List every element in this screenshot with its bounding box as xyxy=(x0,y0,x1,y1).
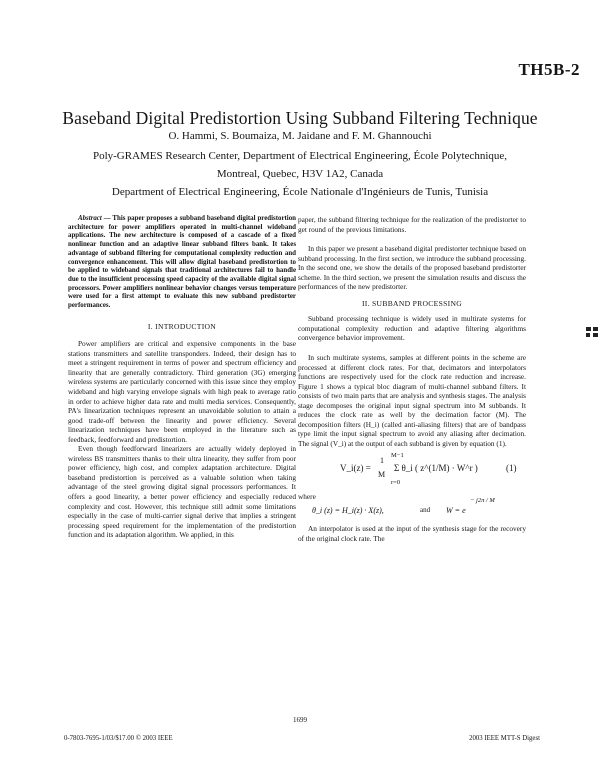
right-paragraph-1: In this paper we present a baseband digital predistorter technique based on subband processing. In the first section, we introduce the subband processing. In the second one, we show the details of the proposed baseband predistorter scheme. In the third section, we present the simulation results and discuss the performances of the new predistorter. xyxy=(298,244,526,292)
authors: O. Hammi, S. Boumaiza, M. Jaidane and F. M. Ghannouchi xyxy=(168,130,432,142)
where-theta: θ_i (z) = H_i(z) · X(z), xyxy=(312,506,384,516)
equation-1 xyxy=(298,448,526,492)
intro-paragraph-1: Power amplifiers are critical and expensive components in the base stations transmitters and satellite transponders. Indeed, their design has to meet a stringent requirement in terms of power and spectrum efficiency and linearity that are generally contradictory. Third generation (3G) emerging wireless systems are particularly concerned with this issue since they employ wideband and high varying envelope signals with high peak to average ratio in order to achieve higher data rate and multi media services. Consequently, PA's linearization techniques represent an unavoidable solution to attain a good trade-off between the linearity and power efficiency. Several linearization techniques have been employed in the literature such as feedback, feedforward and predistortion. xyxy=(68,339,296,444)
session-code: TH5B-2 xyxy=(518,60,580,79)
paper-title: Baseband Digital Predistortion Using Subband Filtering Technique xyxy=(62,108,538,128)
margin-marker xyxy=(578,326,600,338)
equation-number: (1) xyxy=(506,463,517,474)
equation-where xyxy=(298,492,526,524)
equation-sum-upper: M−1 xyxy=(391,452,404,460)
subband-paragraph-2: In such multirate systems, samples at different points in the scheme are processed at different clock rates. For that, decimators and interpolators functions are respectively used for the clock rate reduction and increase. Figure 1 shows a typical bloc diagram of multi-channel subband filters. It consists of two main parts that are analysis and synthesis stages. The analysis stage decomposes the original input signal spectrum into M subbands. It reduces the clock rate as well by the decimation factor (M). The decomposition filters (H_i) (called anti-aliasing filters) that are of bandpass type limit the input signal spectrum to avoid any aliasing after decimation. The signal (V_i) at the output of each subband is given by equation (1). xyxy=(298,353,526,448)
page-number: 1699 xyxy=(293,716,307,724)
abstract-lead: Abstract xyxy=(78,215,102,222)
left-column xyxy=(68,215,296,540)
equation-lhs: V_i(z) = xyxy=(340,463,371,474)
subband-paragraph-3: An interpolator is used at the input of the synthesis stage for the recovery of the original clock rate. The xyxy=(298,524,526,544)
equation-fraction-denominator: M xyxy=(378,470,386,480)
affiliation-1-line-1: Poly-GRAMES Research Center, Department of Electrical Engineering, École Polytechnique, xyxy=(92,150,508,162)
intro-paragraph-2: Even though feedforward linearizers are actually widely deployed in wireless BS transmitters thanks to their ultra linearity, they suffer from poor power efficiency, high cost, and complex adaptation architecture. Digital baseband predistortion is perceived as a valuable solution when taking advantage of the steel growing digital signal processors performances. It offers a good linearity, a better power efficiency and especially reduced complexity and cost. However, this technique still admit some limitations especially in the case of multi-carrier signal derive that implies a stringent processing speed requirement for the implementation of the predistortion function and its adaptation algorithm. We applied, in this xyxy=(68,444,296,540)
equation-body: Σ θ_i ( z^(1/M) · W^r ) xyxy=(394,463,478,474)
subband-paragraph-1: Subband processing technique is widely used in multirate systems for computational complexity reduction and adaptive filtering algorithms convergence behavior improvement. xyxy=(298,314,526,343)
where-exponent: − j2π / M xyxy=(470,497,495,505)
right-column xyxy=(298,215,526,544)
affiliation-1-line-2: Montreal, Quebec, H3V 1A2, Canada xyxy=(216,168,384,180)
where-label: where xyxy=(298,492,316,502)
footer-digest: 2003 IEEE MTT-S Digest xyxy=(469,735,540,742)
equation-fraction-numerator: 1 xyxy=(380,456,384,466)
abstract-text: — This paper proposes a subband baseband digital predistortion architecture for power amplifiers operated in multi-channel wideband applications. The new architecture is composed of a cascade of a fixed nonlinear function and an adaptive linear subband filters bank. It takes advantage of subband filtering for computational complexity reduction and convergence enhancement. This will allow digital baseband predistortion to be applied to wideband signals that traditional architectures fail to handle due to the insufficient processing speed capacity of the available digital signal processors. Power amplifiers nonlinear behavior changes versus temperature were used for a first attempt to evaluate this new subband predistorter performances. xyxy=(68,215,296,310)
where-and: and xyxy=(420,506,431,515)
equation-sum-lower: r=0 xyxy=(391,479,401,487)
footer-copyright: 0-7803-7695-1/03/$17.00 © 2003 IEEE xyxy=(64,735,173,742)
section-heading-subband: II. SUBBAND PROCESSING xyxy=(361,298,463,308)
affiliation-2: Department of Electrical Engineering, École Nationale d'Ingénieurs de Tunis, Tunisia xyxy=(111,186,489,198)
section-heading-introduction: I. INTRODUCTION xyxy=(147,321,217,331)
abstract xyxy=(68,215,296,311)
right-paragraph-0: paper, the subband filtering technique for the realization of the predistorter to get round of the previous limitations. xyxy=(298,215,526,234)
where-w: W = e xyxy=(446,506,466,516)
